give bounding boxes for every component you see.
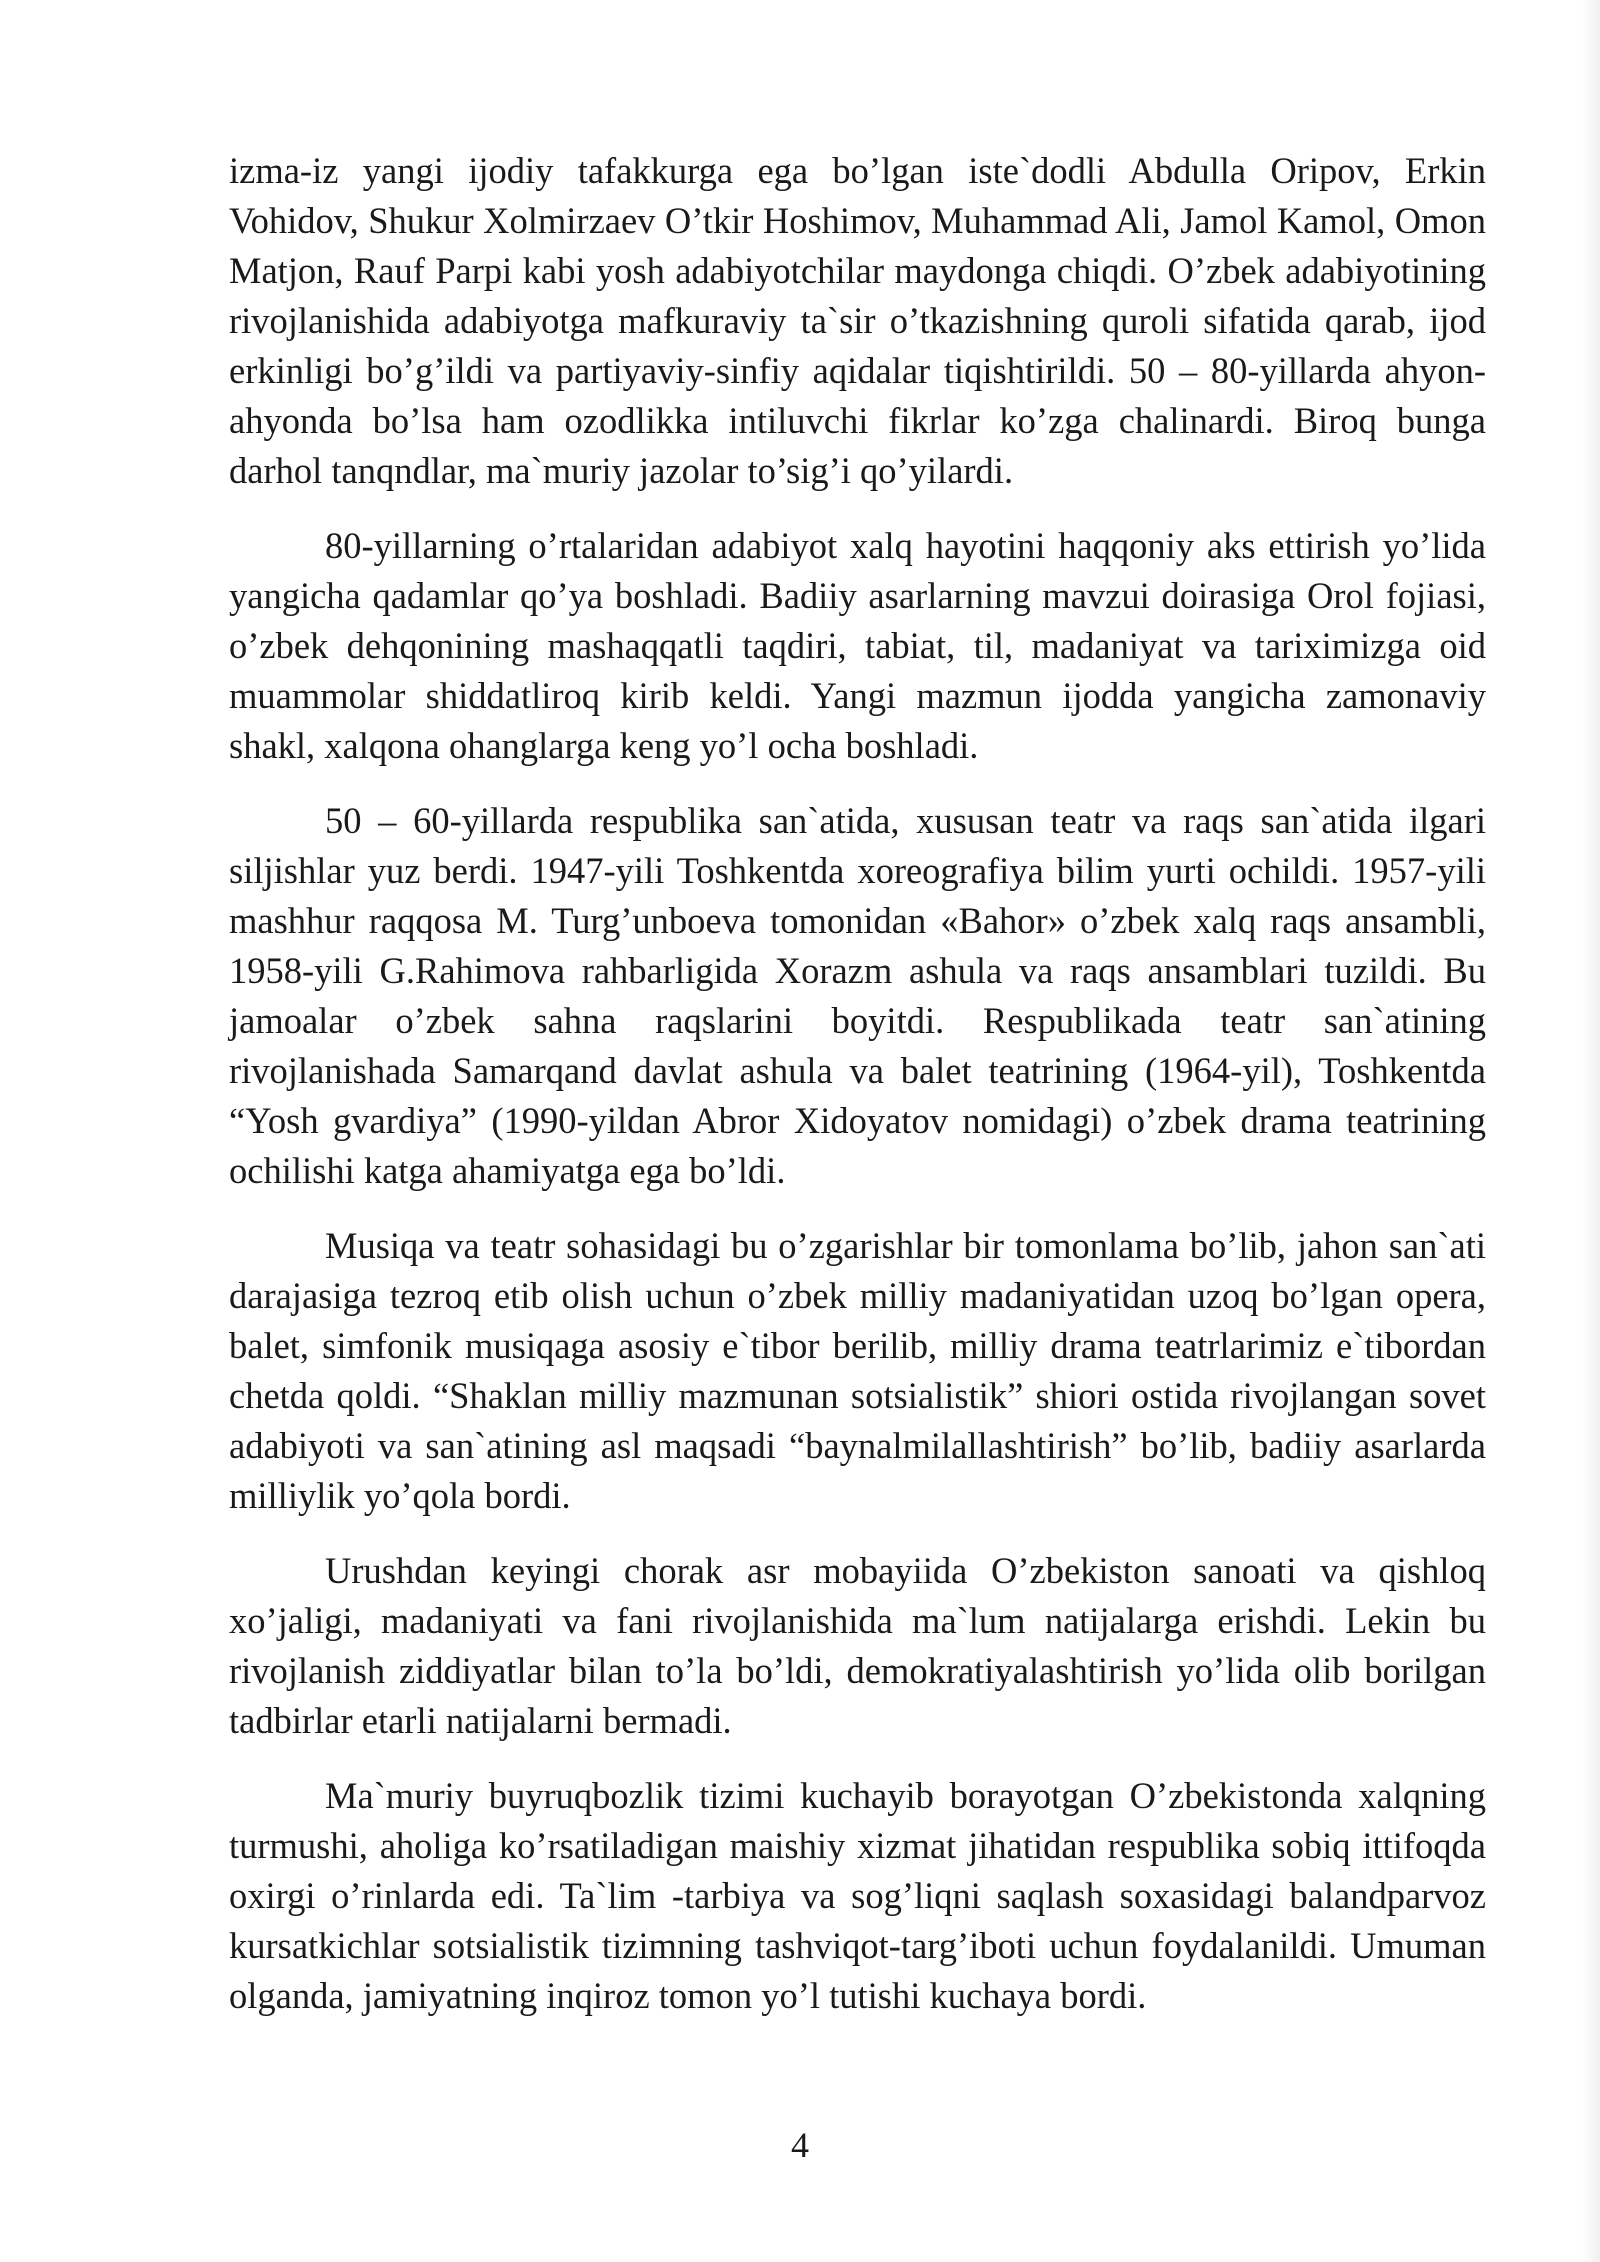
page-number: 4 <box>791 2125 809 2165</box>
page-edge-shadow <box>1582 0 1600 2262</box>
paragraph-3: 50 – 60-yillarda respublika san`atida, xususan teatr va raqs san`atida ilgari siljishlar yuz berdi. 1947-yili Toshkentda xoreografiya bilim yurti ochildi. 1957-yili mashhur raqqosa M. Turg’unboeva tomonidan «Bahor» o’zbek xalq raqs ansambli, 1958-yili G.Rahimova rahbarligida Xorazm ashula va raqs ansamblari tuzildi. Bu jamoalar o’zbek sahna raqslarini boyitdi. Respublikada teatr san`atining rivojlanishada Samarqand davlat ashula va balet teatrining (1964-yil), Toshkentda “Yosh gvardiya” (1990-yildan Abror Xidoyatov nomidagi) o’zbek drama teatrining ochilishi katga ahamiyatga ega bo’ldi. <box>229 800 1486 1191</box>
paragraph-5: Urushdan keyingi chorak asr mobayiida O’zbekiston sanoati va qishloq xo’jaligi, madaniyati va fani rivojlanishida ma`lum natijalarga erishdi. Lekin bu rivojlanish ziddiyatlar bilan to’la bo’ldi, demokratiyalashtirish yo’lida olib borilgan tadbirlar etarli natijalarni bermadi. <box>229 1550 1486 1741</box>
paragraph-4: Musiqa va teatr sohasidagi bu o’zgarishlar bir tomonlama bo’lib, jahon san`ati darajasiga tezroq etib olish uchun o’zbek milliy madaniyatidan uzoq bo’lgan opera, balet, simfonik musiqaga asosiy e`tibor berilib, milliy drama teatrlarimiz e`tibordan chetda qoldi. “Shaklan milliy mazmunan sotsialistik” shiori ostida rivojlangan sovet adabiyoti va san`atining asl maqsadi “baynalmilallashtirish” bo’lib, badiiy asarlarda milliylik yo’qola bordi. <box>229 1225 1486 1516</box>
paragraph-6: Ma`muriy buyruqbozlik tizimi kuchayib borayotgan O’zbekistonda xalqning turmushi, aholiga ko’rsatiladigan maishiy xizmat jihatidan respublika sobiq ittifoqda oxirgi o’rinlarda edi. Ta`lim -tarbiya va sog’liqni saqlash soxasidagi balandparvoz kursatkichlar sotsialistik tizimning tashviqot-targ’iboti uchun foydalanildi. Umuman olganda, jamiyatning inqiroz tomon yo’l tutishi kuchaya bordi. <box>229 1775 1486 2016</box>
document-page <box>229 146 1486 2046</box>
paragraph-1: izma-iz yangi ijodiy tafakkurga ega bo’lgan iste`dodli Abdulla Oripov, Erkin Vohidov, Shukur Xolmirzaev O’tkir Hoshimov, Muhammad Ali, Jamol Kamol, Omon Matjon, Rauf Parpi kabi yosh adabiyotchilar maydonga chiqdi. O’zbek adabiyotining rivojlanishida adabiyotga mafkuraviy ta`sir o’tkazishning quroli sifatida qarab, ijod erkinligi bo’g’ildi va partiyaviy-sinfiy aqidalar tiqishtirildi. 50 – 80-yillarda ahyon-ahyonda bo’lsa ham ozodlikka intiluvchi fikrlar ko’zga chalinardi. Biroq bunga darhol tanqndlar, ma`muriy jazolar to’sig’i qo’yilardi. <box>229 150 1486 491</box>
paragraph-2: 80-yillarning o’rtalaridan adabiyot xalq hayotini haqqoniy aks ettirish yo’lida yangicha qadamlar qo’ya boshladi. Badiiy asarlarning mavzui doirasiga Orol fojiasi, o’zbek dehqonining mashaqqatli taqdiri, tabiat, til, madaniyat va tariximizga oid muammolar shiddatliroq kirib keldi. Yangi mazmun ijodda yangicha zamonaviy shakl, xalqona ohanglarga keng yo’l ocha boshladi. <box>229 525 1486 766</box>
